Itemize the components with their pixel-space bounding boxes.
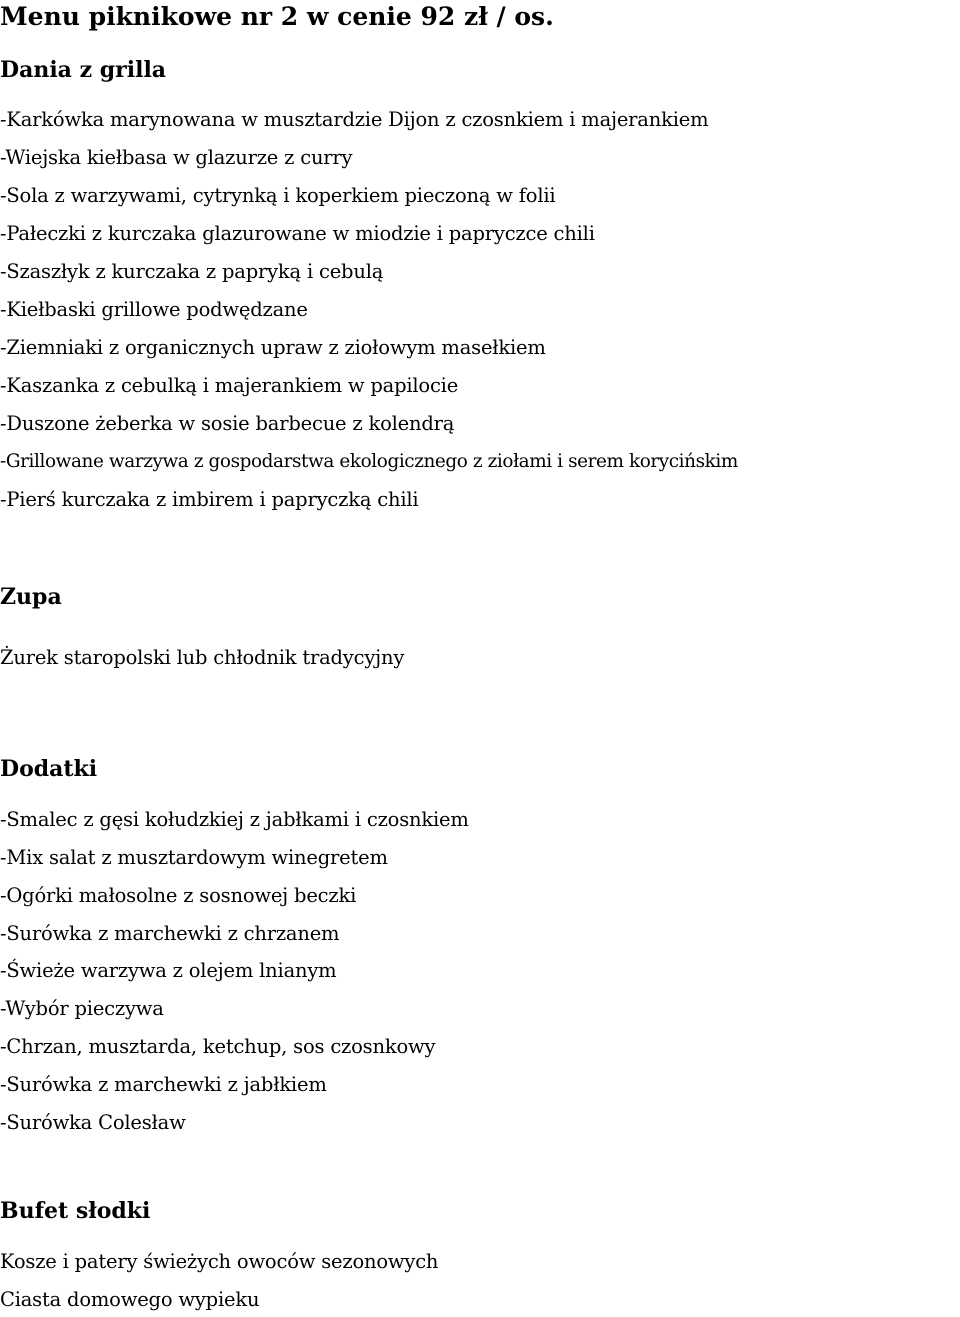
menu-item: -Wiejska kiełbasa w glazurze z curry xyxy=(0,146,353,169)
menu-item: -Pierś kurczaka z imbirem i papryczką chili xyxy=(0,488,419,511)
menu-title: Menu piknikowe nr 2 w cenie 92 zł / os. xyxy=(0,2,554,31)
menu-item: -Surówka z marchewki z jabłkiem xyxy=(0,1073,327,1096)
section-heading-sides: Dodatki xyxy=(0,756,98,782)
menu-item: -Karkówka marynowana w musztardzie Dijon z czosnkiem i majerankiem xyxy=(0,108,709,131)
menu-item: -Ziemniaki z organicznych upraw z ziołowym masełkiem xyxy=(0,336,546,359)
menu-item: Kosze i patery świeżych owoców sezonowych xyxy=(0,1250,439,1273)
menu-item: Żurek staropolski lub chłodnik tradycyjny xyxy=(0,646,405,669)
menu-item: -Chrzan, musztarda, ketchup, sos czosnkowy xyxy=(0,1035,436,1058)
menu-item: -Świeże warzywa z olejem lnianym xyxy=(0,959,337,982)
menu-item: -Duszone żeberka w sosie barbecue z kolendrą xyxy=(0,412,455,435)
section-heading-sweets: Bufet słodki xyxy=(0,1198,151,1224)
section-heading-soup: Zupa xyxy=(0,584,62,610)
menu-item: -Surówka z marchewki z chrzanem xyxy=(0,922,340,945)
menu-item: -Smalec z gęsi kołudzkiej z jabłkami i czosnkiem xyxy=(0,808,469,831)
menu-item: -Mix salat z musztardowym winegretem xyxy=(0,846,388,869)
menu-item: -Szaszłyk z kurczaka z papryką i cebulą xyxy=(0,260,384,283)
menu-item: -Pałeczki z kurczaka glazurowane w miodzie i papryczce chili xyxy=(0,222,595,245)
menu-item: -Surówka Colesław xyxy=(0,1111,186,1134)
menu-item: -Sola z warzywami, cytrynką i koperkiem pieczoną w folii xyxy=(0,184,556,207)
menu-item: -Ogórki małosolne z sosnowej beczki xyxy=(0,884,357,907)
section-heading-grill: Dania z grilla xyxy=(0,57,167,83)
menu-item: Ciasta domowego wypieku xyxy=(0,1288,260,1311)
menu-item: -Wybór pieczywa xyxy=(0,997,164,1020)
menu-item: -Kaszanka z cebulką i majerankiem w papilocie xyxy=(0,374,459,397)
menu-item: -Kiełbaski grillowe podwędzane xyxy=(0,298,308,321)
menu-item: -Grillowane warzywa z gospodarstwa ekologicznego z ziołami i serem korycińskim xyxy=(0,451,738,472)
